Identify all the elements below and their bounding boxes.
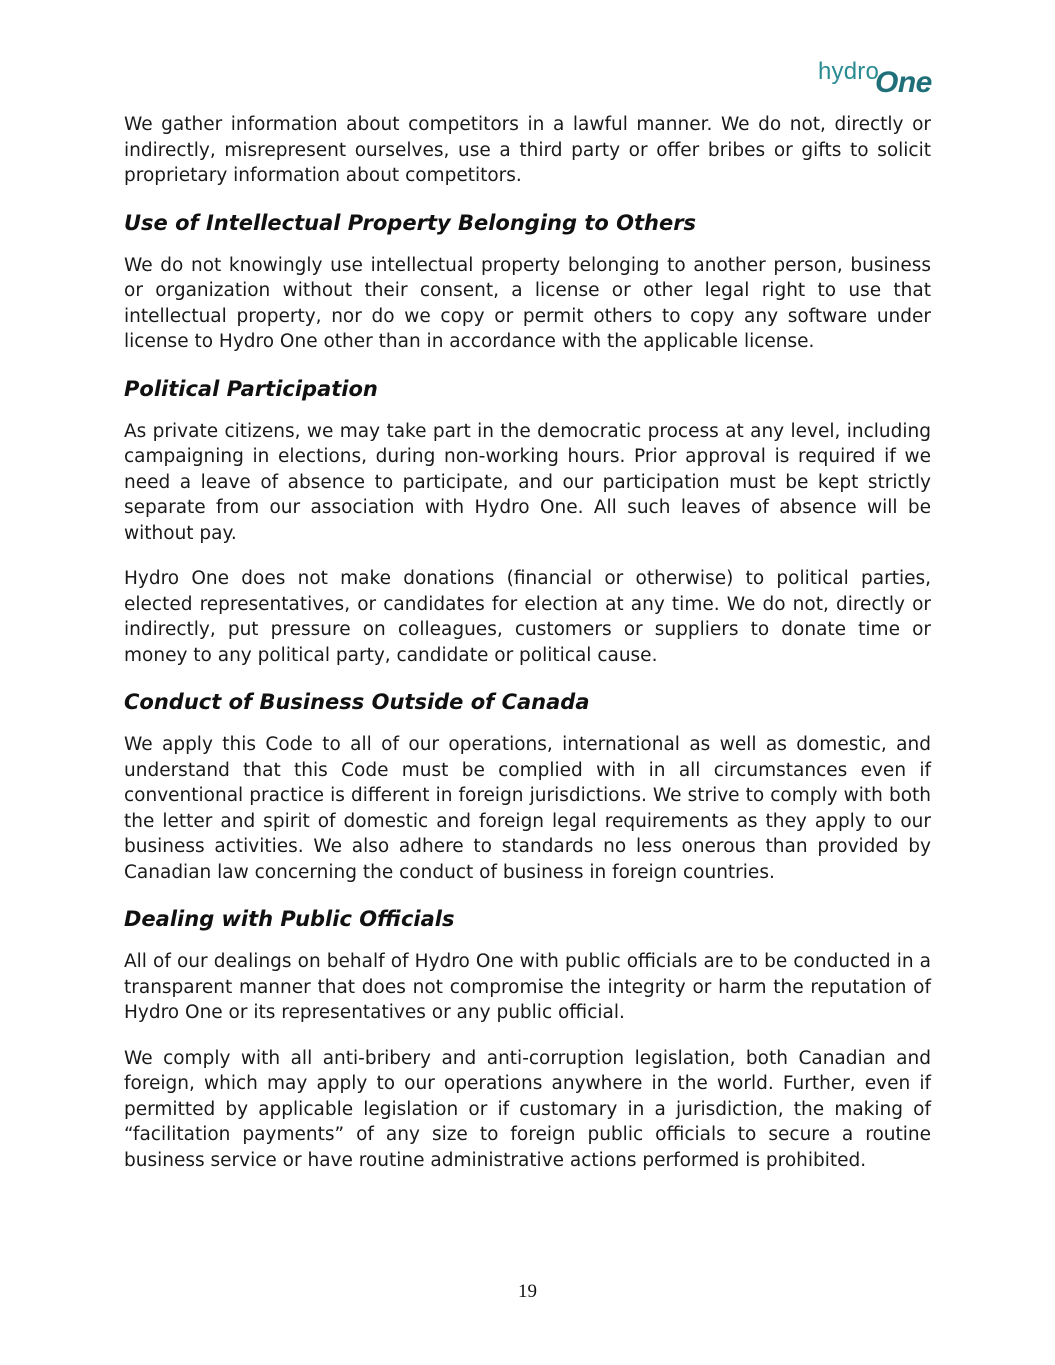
heading-public-officials: Dealing with Public Officials [124, 907, 455, 931]
heading-political-participation: Political Participation [124, 376, 378, 401]
paragraph-public-officials-1: All of our dealings on behalf of Hydro One with public officials are to be conducted in a transparent manner that does not compromise the integrity or harm the reputation of Hydro One or its representatives or any public official. [124, 951, 931, 1023]
heading-intellectual-property: Use of Intellectual Property Belonging to Others [124, 210, 697, 235]
logo-word-one: One [875, 66, 932, 99]
hydro-one-logo [814, 54, 936, 102]
paragraph-political-participation-2: Hydro One does not make donations (financial or otherwise) to political parties, elected representatives, or candidates for election at any time. We do not, directly or indirectly, put pressure on colleagues, customers or suppliers to donate time or money to any political party, candidate or political cause. [124, 568, 931, 666]
logo-word-hydro: hydro [818, 58, 880, 85]
document-body [124, 112, 931, 1193]
paragraph-public-officials-2: We comply with all anti-bribery and anti-corruption legislation, both Canadian and foreign, which may apply to our operations anywhere in the world. Further, even if permitted by applicable legislation or if customary in a jurisdiction, the making of “facilitation payments” of any size to foreign public officials to secure a routine business service or have routine administrative actions performed is prohibited. [124, 1047, 931, 1171]
paragraph-business-outside-canada: We apply this Code to all of our operations, international as well as domestic, and understand that this Code must be complied with in all circumstances even if conventional practice is different in foreign jurisdictions. We strive to comply with both the letter and spirit of domestic and foreign legal requirements as they apply to our business activities. We also adhere to standards no less onerous than provided by Canadian law concerning the conduct of business in foreign countries. [124, 734, 931, 883]
paragraph-intellectual-property: We do not knowingly use intellectual property belonging to another person, business or organization without their consent, a license or other legal right to use that intellectual property, nor do we copy or permit others to copy any software under license to Hydro One other than in accordance with the applicable license. [124, 254, 931, 352]
page-number: 19 [518, 1281, 537, 1302]
intro-paragraph: We gather information about competitors in a lawful manner. We do not, directly or indirectly, misrepresent ourselves, use a third party or offer bribes or gifts to solicit proprietary information about competitors. [124, 114, 931, 186]
paragraph-political-participation-1: As private citizens, we may take part in the democratic process at any level, including campaigning in elections, during non-working hours. Prior approval is required if we need a leave of absence to participate, and our participation must be kept strictly separate from our association with Hydro One. All such leaves of absence will be without pay. [124, 420, 931, 544]
heading-business-outside-canada: Conduct of Business Outside of Canada [124, 690, 590, 714]
